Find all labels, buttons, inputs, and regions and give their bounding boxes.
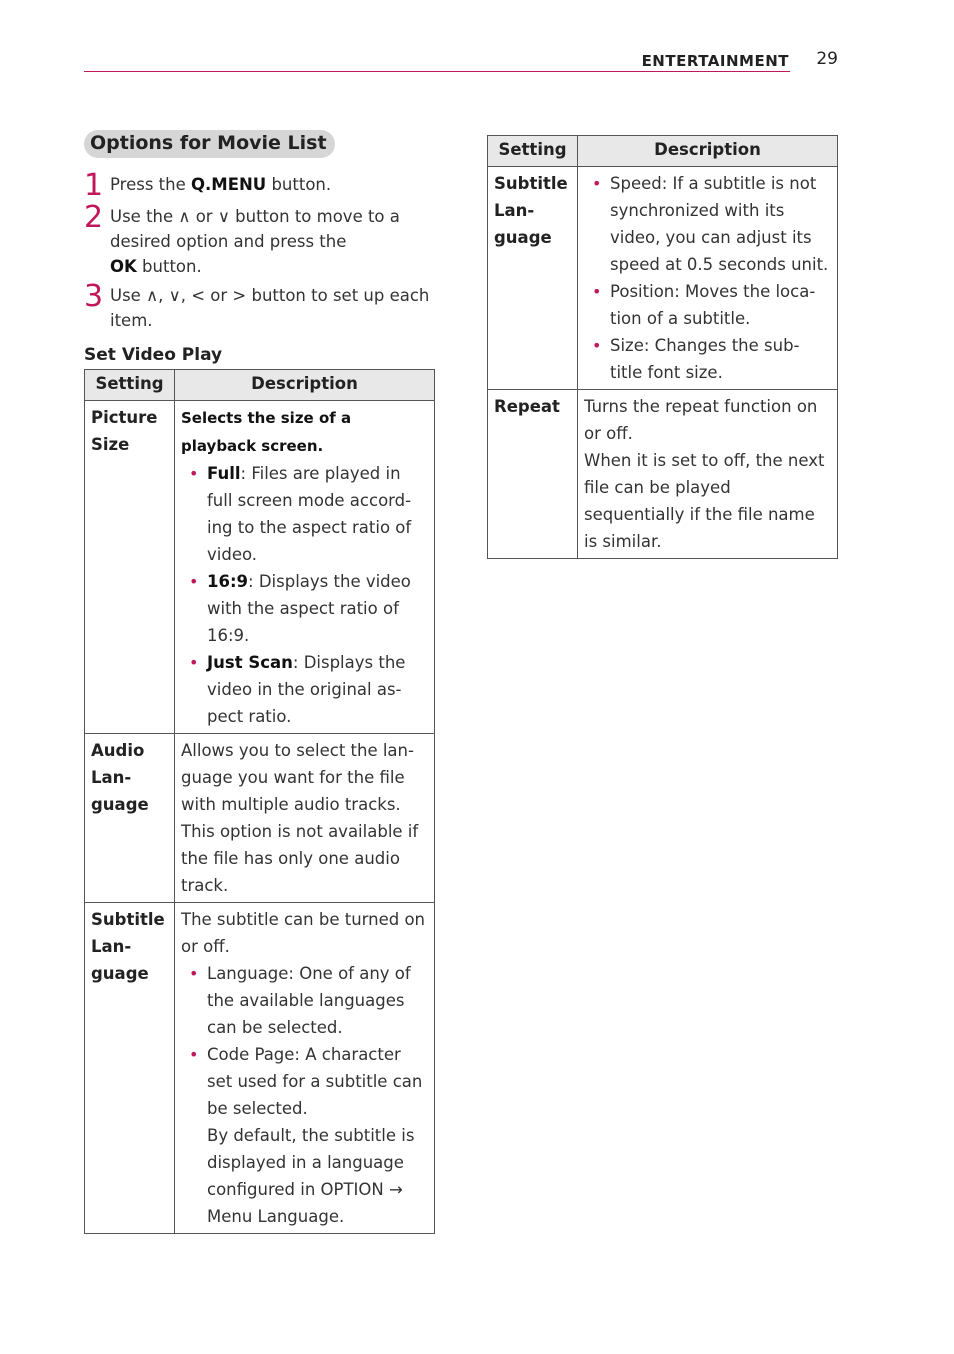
- list-item: • Full: Files are played in full screen mode accord-ing to the aspect ratio of video.: [181, 460, 428, 568]
- setting-cell: Subtitle Lan-guage: [85, 903, 175, 1234]
- description-cell: [175, 401, 435, 734]
- cell-note: By default, the subtitle is displayed in a language configured in OPTION → Menu Language.: [207, 1126, 415, 1226]
- subsection-title: Set Video Play: [84, 345, 223, 365]
- step-3: [84, 279, 435, 333]
- table-row-repeat: [488, 390, 838, 559]
- video-play-table: [84, 369, 435, 1234]
- step-number: 3: [84, 279, 104, 314]
- column-header-setting: Setting: [488, 136, 578, 167]
- step-1: [84, 168, 435, 203]
- setting-cell: Picture Size: [85, 401, 175, 734]
- header-divider: [84, 71, 790, 72]
- list-item: • Language: One of any of the available languages can be selected.: [181, 960, 428, 1041]
- table-row-audio-language: [85, 734, 435, 903]
- table-row-subtitle-language: [85, 903, 435, 1234]
- setting-cell: Audio Lan-guage: [85, 734, 175, 903]
- list-item: • Size: Changes the sub-title font size.: [584, 332, 831, 386]
- page-number: 29: [816, 49, 838, 69]
- step-2: [84, 200, 435, 279]
- section-title: Options for Movie List: [84, 130, 335, 158]
- list-item: • Position: Moves the loca-tion of a subtitle.: [584, 278, 831, 332]
- step-text: Use the ∧ or ∨ button to move to a desired option and press the OK button.: [110, 207, 400, 276]
- description-cell: [578, 390, 838, 559]
- cell-line: When it is set to off, the next file can be played sequentially if the file name is similar.: [584, 451, 825, 551]
- list-item: • Just Scan: Displays the video in the original as-pect ratio.: [181, 649, 428, 730]
- cell-intro: The subtitle can be turned on or off.: [181, 910, 426, 956]
- left-column: [84, 130, 435, 1234]
- table-row-picture-size: [85, 401, 435, 734]
- list-item: • 16:9: Displays the video with the aspect ratio of 16:9.: [181, 568, 428, 649]
- setting-cell: Subtitle Lan-guage: [488, 167, 578, 390]
- column-header-setting: Setting: [85, 370, 175, 401]
- step-number: 2: [84, 200, 104, 235]
- step-number: 1: [84, 168, 104, 203]
- cell-intro: Selects the size of a playback screen.: [181, 409, 352, 455]
- table-header-row: [85, 370, 435, 401]
- right-column: [487, 135, 838, 559]
- subtitle-table: [487, 135, 838, 559]
- step-text: Use ∧, ∨, < or > button to set up each item.: [110, 286, 430, 330]
- list-item: • Code Page: A character set used for a subtitle can be selected.: [181, 1041, 428, 1122]
- list-item: • Speed: If a subtitle is not synchronized with its video, you can adjust its speed at 0.5 seconds unit.: [584, 170, 831, 278]
- steps-list: [84, 168, 435, 333]
- column-header-description: Description: [578, 136, 838, 167]
- cell-line: Turns the repeat function on or off.: [584, 397, 818, 443]
- description-cell: [175, 903, 435, 1234]
- description-cell: Allows you to select the lan-guage you want for the file with multiple audio tracks. This option is not available if the file has only one audio track.: [175, 734, 435, 903]
- step-text: Press the Q.MENU button.: [110, 175, 332, 194]
- header-section-title: ENTERTAINMENT: [641, 52, 789, 70]
- table-row-subtitle-language: [488, 167, 838, 390]
- table-header-row: [488, 136, 838, 167]
- description-cell: [578, 167, 838, 390]
- column-header-description: Description: [175, 370, 435, 401]
- setting-cell: Repeat: [488, 390, 578, 559]
